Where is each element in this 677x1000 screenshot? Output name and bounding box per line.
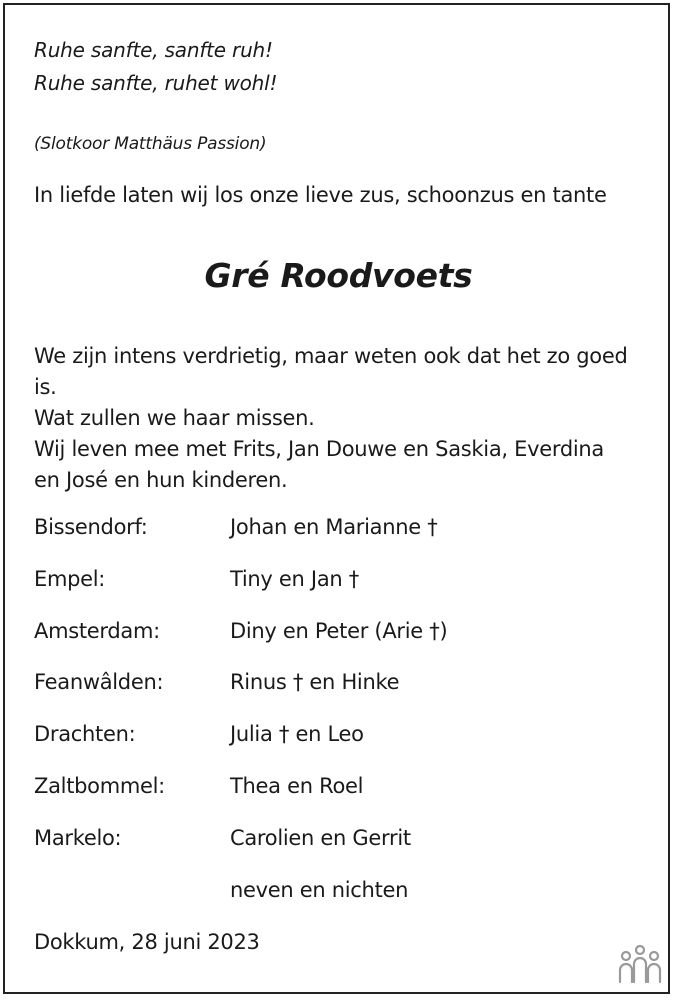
intro-text: In liefde laten wij los onze lieve zus, schoonzus en tante bbox=[34, 183, 607, 207]
family-place: Drachten: bbox=[34, 722, 136, 747]
family-row bbox=[34, 774, 654, 826]
message-paragraph-2: Wat zullen we haar missen. bbox=[34, 406, 315, 430]
family-names: Tiny en Jan † bbox=[230, 566, 359, 591]
poem-line-1: Ruhe sanfte, sanfte ruh! bbox=[34, 38, 273, 62]
family-row bbox=[34, 722, 654, 774]
family-row bbox=[34, 826, 654, 878]
message-paragraph-1: We zijn intens verdrietig, maar weten ook dat het zo goed is. bbox=[34, 344, 628, 399]
family-names: Carolien en Gerrit bbox=[230, 825, 411, 850]
people-group-icon bbox=[616, 944, 664, 986]
family-names: Johan en Marianne † bbox=[230, 515, 438, 539]
poem-source: (Slotkoor Matthäus Passion) bbox=[34, 134, 267, 154]
family-place: Bissendorf: bbox=[34, 515, 148, 539]
family-names: Rinus † en Hinke bbox=[230, 670, 400, 695]
poem-line-2: Ruhe sanfte, ruhet wohl! bbox=[34, 71, 278, 95]
family-place: Amsterdam: bbox=[34, 618, 160, 643]
family-place: Markelo: bbox=[34, 825, 122, 850]
family-row bbox=[34, 515, 654, 567]
family-row bbox=[34, 619, 654, 671]
message-block bbox=[34, 341, 634, 496]
family-list bbox=[34, 515, 654, 878]
family-place: Zaltbommel: bbox=[34, 773, 165, 798]
family-names: Diny en Peter (Arie †) bbox=[230, 618, 448, 643]
family-names: Thea en Roel bbox=[230, 773, 364, 798]
family-place: Empel: bbox=[34, 566, 106, 591]
family-row bbox=[34, 567, 654, 619]
dateline: Dokkum, 28 juni 2023 bbox=[34, 930, 260, 954]
extra-relatives: neven en nichten bbox=[230, 878, 409, 902]
family-place: Feanwâlden: bbox=[34, 670, 164, 695]
message-paragraph-3: Wij leven mee met Frits, Jan Douwe en Saskia, Everdina en José en hun kinderen. bbox=[34, 437, 604, 492]
deceased-name: Gré Roodvoets bbox=[204, 256, 473, 295]
family-names: Julia † en Leo bbox=[230, 722, 364, 747]
family-row bbox=[34, 670, 654, 722]
